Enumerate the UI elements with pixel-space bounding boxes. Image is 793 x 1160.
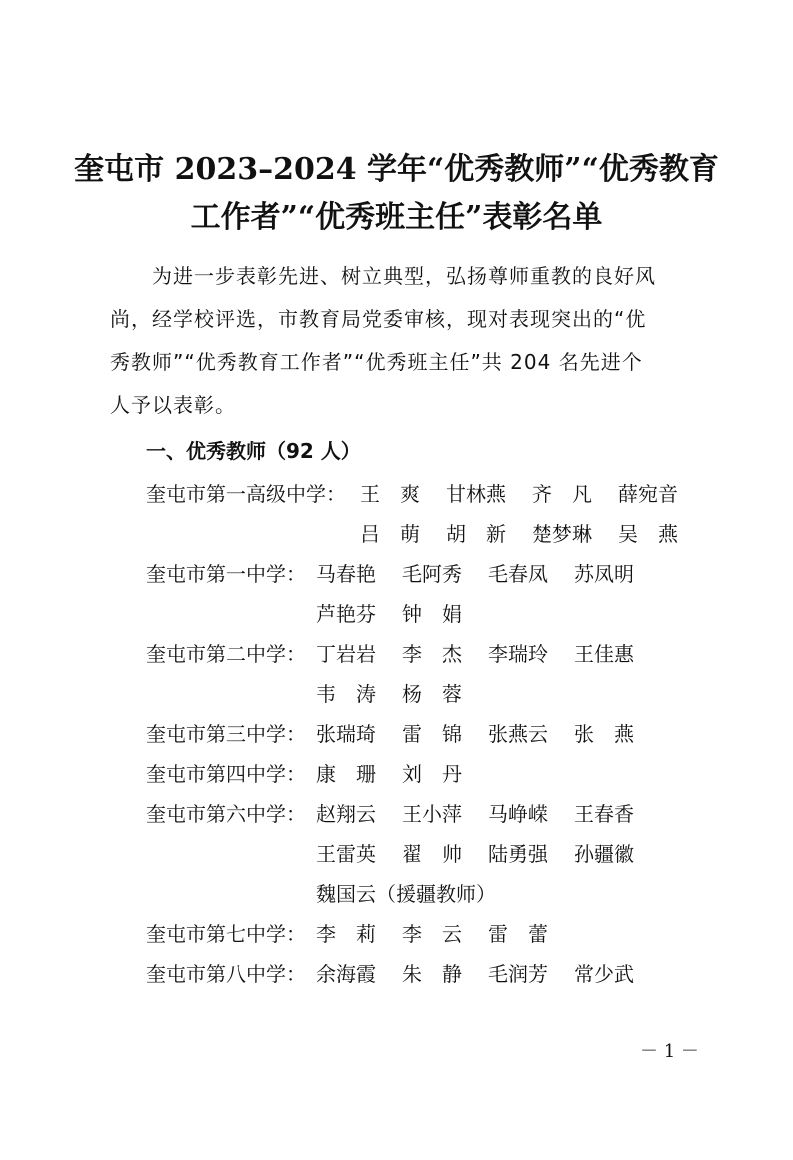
honoree-name: 杨 蓉 [402, 682, 462, 706]
honoree-name: 马春艳 [316, 562, 376, 586]
honoree-name: 苏凤明 [574, 562, 634, 586]
honoree-name: 王雷英 [316, 842, 376, 866]
intro-paragraph-line: 为进一步表彰先进、树立典型，弘扬尊师重教的良好风 [110, 264, 656, 288]
honoree-name: 魏国云（援疆教师） [316, 882, 496, 906]
honoree-name: 丁岩岩 [316, 642, 376, 666]
honoree-name: 李瑞玲 [488, 642, 548, 666]
page-number: － 1 － [640, 1041, 699, 1062]
document-title-line-2: 工作者”“优秀班主任”表彰名单 [190, 200, 603, 235]
school-name: 奎屯市第二中学： [146, 642, 306, 666]
honoree-name: 薛宛音 [618, 482, 678, 506]
intro-paragraph-line: 人予以表彰。 [110, 393, 236, 417]
honoree-name: 赵翔云 [316, 802, 376, 826]
school-name: 奎屯市第四中学： [146, 762, 306, 786]
honoree-name: 钟 娟 [402, 602, 462, 626]
honoree-name: 张燕云 [488, 722, 548, 746]
honoree-name: 甘林燕 [446, 482, 506, 506]
honoree-name: 李 莉 [316, 922, 376, 946]
school-name: 奎屯市第三中学： [146, 722, 306, 746]
honoree-name: 雷 蕾 [488, 922, 548, 946]
section-heading: 一、优秀教师（92 人） [146, 439, 361, 463]
honoree-name: 张瑞琦 [316, 722, 376, 746]
honoree-name: 王春香 [574, 802, 634, 826]
school-name: 奎屯市第八中学： [146, 962, 306, 986]
honoree-name: 毛润芳 [488, 962, 548, 986]
honoree-name: 王 爽 [360, 482, 420, 506]
intro-paragraph-line: 尚，经学校评选，市教育局党委审核，现对表现突出的“优 [110, 307, 647, 331]
honoree-name: 刘 丹 [402, 762, 462, 786]
honoree-name: 余海霞 [316, 962, 376, 986]
honoree-name: 毛春凤 [488, 562, 548, 586]
honoree-name: 马峥嵘 [488, 802, 548, 826]
honoree-name: 陆勇强 [488, 842, 548, 866]
honoree-name: 吕 萌 [360, 522, 420, 546]
school-name: 奎屯市第一中学： [146, 562, 306, 586]
honoree-name: 楚梦琳 [532, 522, 592, 546]
honoree-name: 王小萍 [402, 802, 462, 826]
honoree-name: 雷 锦 [402, 722, 462, 746]
honoree-name: 孙疆徽 [574, 842, 634, 866]
honoree-name: 张 燕 [574, 722, 634, 746]
school-name: 奎屯市第七中学： [146, 922, 306, 946]
honoree-name: 康 珊 [316, 762, 376, 786]
honoree-name: 翟 帅 [402, 842, 462, 866]
honoree-names [146, 960, 706, 1160]
honoree-name: 朱 静 [402, 962, 462, 986]
honoree-name: 韦 涛 [316, 682, 376, 706]
honoree-name: 常少武 [574, 962, 634, 986]
honoree-name: 胡 新 [446, 522, 506, 546]
honoree-name: 李 杰 [402, 642, 462, 666]
honoree-name: 齐 凡 [532, 482, 592, 506]
intro-paragraph-line: 秀教师”“优秀教育工作者”“优秀班主任”共 204 名先进个 [110, 350, 643, 374]
honoree-name: 王佳惠 [574, 642, 634, 666]
honoree-name: 芦艳芬 [316, 602, 376, 626]
school-name: 奎屯市第六中学： [146, 802, 306, 826]
school-name: 奎屯市第一高级中学： [146, 482, 346, 506]
honoree-name: 李 云 [402, 922, 462, 946]
honoree-name: 吴 燕 [618, 522, 678, 546]
honoree-name: 毛阿秀 [402, 562, 462, 586]
document-title-line-1: 奎屯市 2023–2024 学年“优秀教师”“优秀教育 [74, 152, 719, 187]
